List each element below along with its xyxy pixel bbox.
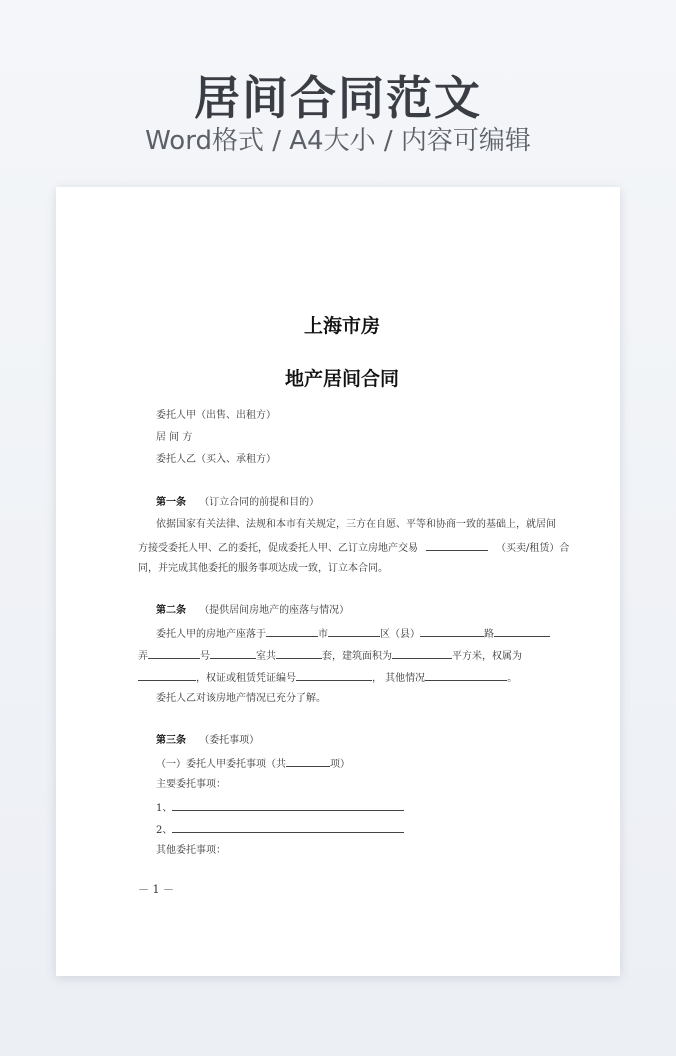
article1-line2-text-b: （买卖/租赁）合: [496, 543, 570, 554]
article2-line2-text-c: 室共: [256, 651, 276, 662]
article2-line1-text-c: 区（县）: [380, 629, 420, 640]
certificate-number-blank[interactable]: [296, 670, 372, 681]
other-info-blank[interactable]: [425, 670, 507, 681]
area-blank[interactable]: [392, 648, 452, 659]
document-page: [56, 187, 620, 976]
ownership-blank[interactable]: [138, 670, 196, 681]
article2-subheading: （提供居间房地产的座落与情况）: [199, 605, 350, 616]
article3-item1-text-b: 项）: [330, 759, 350, 770]
article2-line2: [138, 648, 522, 664]
article2-line2-text-e: 平方米，权属为: [452, 651, 522, 662]
article1-line3: 同，并完成其他委托的服务事项达成一致，订立本合同。: [138, 563, 388, 574]
unit-count-blank[interactable]: [276, 648, 322, 659]
main-item-2-number: 2、: [156, 825, 173, 836]
article2-line1: [156, 626, 550, 642]
main-item-1-blank[interactable]: [172, 800, 404, 811]
main-item-2: [156, 822, 404, 838]
item-count-blank[interactable]: [286, 756, 330, 767]
party-b-label: 委托人乙（买入、承租方）: [156, 454, 276, 465]
main-item-2-blank[interactable]: [172, 822, 404, 833]
article3-subheading: （委托事项）: [199, 735, 260, 746]
article2-line1-text-d: 路: [484, 629, 494, 640]
article2-heading-line: [156, 604, 349, 618]
transaction-type-blank[interactable]: [426, 540, 488, 551]
article1-heading-line: [156, 496, 319, 510]
article1-heading: 第一条: [156, 497, 186, 508]
article2-line2-text-b: 号: [200, 651, 210, 662]
article1-line2-text-a: 方接受委托人甲、乙的委托，促成委托人甲、乙订立房地产交易: [138, 543, 418, 554]
party-a-label: 委托人甲（出售、出租方）: [156, 410, 276, 421]
document-title-line1: 上海市房: [303, 315, 380, 337]
main-item-1-number: 1、: [156, 803, 173, 814]
article2-line3-text-a: ，权证或租赁凭证编号: [196, 673, 296, 684]
article2-line1-text-b: 市: [318, 629, 328, 640]
banner-subtitle: Word格式 / A4大小 / 内容可编辑: [145, 126, 531, 156]
lane-blank[interactable]: [148, 648, 200, 659]
main-items-label: 主要委托事项：: [156, 779, 226, 790]
city-blank[interactable]: [266, 626, 318, 637]
page-number: － 1 －: [138, 883, 174, 896]
article1-line2: [138, 540, 569, 556]
road-suffix-blank[interactable]: [494, 626, 550, 637]
document-title-line2: 地产居间合同: [284, 368, 399, 390]
intermediary-label: 居 间 方: [156, 432, 193, 443]
article1-line1: 依据国家有关法律、法规和本市有关规定，三方在自愿、平等和协商一致的基础上，就居间: [156, 519, 556, 530]
other-items-label: 其他委托事项：: [156, 845, 226, 856]
article3-heading-line: [156, 734, 259, 748]
article2-line2-text-d: 套，建筑面积为: [322, 651, 392, 662]
article2-line1-text-a: 委托人甲的房地产座落于: [156, 629, 266, 640]
main-item-1: [156, 800, 404, 816]
article3-item1: [156, 756, 350, 772]
article3-heading: 第三条: [156, 735, 186, 746]
article2-line2-text-a: 弄: [138, 651, 148, 662]
banner-title: 居间合同范文: [194, 71, 482, 125]
article2-line3-text-c: 。: [507, 673, 518, 684]
article1-subheading: （订立合同的前提和目的）: [199, 497, 320, 508]
article2-line3: [138, 670, 517, 686]
article2-line3-text-b: ， 其他情况: [372, 673, 426, 684]
article3-item1-text-a: （一）委托人甲委托事项（共: [156, 759, 286, 770]
district-blank[interactable]: [328, 626, 380, 637]
road-blank[interactable]: [420, 626, 484, 637]
article2-line4: 委托人乙对该房地产情况已充分了解。: [156, 693, 326, 704]
article2-heading: 第二条: [156, 605, 186, 616]
number-blank[interactable]: [210, 648, 256, 659]
